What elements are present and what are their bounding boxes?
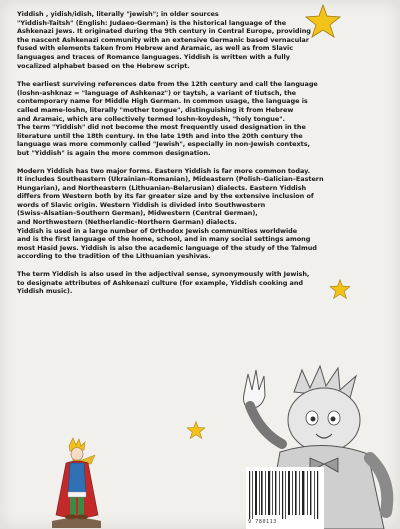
text-line: to designate attributes of Ashkenazi culture (for example, Yiddish cooking and [17,278,304,287]
text-line: differs from Western both by its far greater size and by the extensive inclusion of [17,192,314,201]
star-icon [329,279,351,299]
text-line: Modern Yiddish has two major forms. Eastern Yiddish is far more common today. [17,166,311,175]
text-line: words of Slavic origin. Western Yiddish is divided into Southwestern [17,200,266,209]
text-line: most Hasid Jews. Yiddish is also the academic language of the study of the Talmud [17,243,317,252]
little-prince-figure [49,437,104,528]
text-line: Hungarian), and Northeastern (Lithuanian–Belarusian) dialects. Eastern Yiddish [17,183,307,192]
text-line: (loshn-ashknaz = "language of Ashkenaz") or taytsh, a variant of tiutsch, the [17,88,297,97]
text-line: languages and traces of Romance languages. Yiddish is written with a fully [17,52,290,61]
text-line: called mame-loshn, literally "mother tongue", distinguishing it from Hebrew [17,105,294,114]
star-icon [186,421,206,439]
paragraph-3 [17,167,367,262]
cover-text [17,10,367,305]
text-line: The earliest surviving references date from the 12th century and call the language [17,80,318,89]
text-line: vocalized alphabet based on the Hebrew script. [17,61,190,70]
text-line: (Swiss–Alsatian–Southern German), Midwestern (Central German), [17,209,258,218]
text-line: Ashkenazi Jews. It originated during the 9th century in Central Europe, providing [17,27,311,36]
text-line: The term Yiddish is also used in the adjectival sense, synonymously with Jewish, [17,270,310,279]
text-line: and Aramaic, which are collectively termed loshn-koydesh, "holy tongue". [17,114,285,123]
text-line: literature until the 18th century. In the late 19th and into the 20th century the [17,131,303,140]
text-line: according to the tradition of the Lithuanian yeshivas. [17,252,211,261]
text-line: Yiddish is used in a large number of Orthodox Jewish communities worldwide [17,226,298,235]
barcode-number: 9 780113 [248,519,277,525]
text-line: and is the first language of the home, school, and in many social settings among [17,235,311,244]
paragraph-2 [17,80,367,157]
text-line: It includes Southeastern (Ukrainian–Romanian), Mideastern (Polish–Galician–Eastern [17,175,324,184]
text-line: contemporary name for Middle High German. In common usage, the language is [17,97,308,106]
text-line: language was more commonly called "Jewish", especially in non-Jewish contexts, [17,140,310,149]
text-line: "Yiddish-Taitsh" (English: Judaeo-German) is the historical language of the [17,18,287,27]
text-line: fused with elements taken from Hebrew and Aramaic, as well as from Slavic [17,44,294,53]
text-line: and Northwestern (Netherlandic–Northern German) dialects. [17,218,237,227]
text-line: The term "Yiddish" did not become the most frequently used designation in the [17,123,306,132]
text-line: but "Yiddish" is again the more common designation. [17,148,211,157]
text-line: the nascent Ashkenazi community with an extensive Germanic based vernacular [17,35,309,44]
text-line: Yiddish , yidish/idish, literally "jewish"; in older sources [17,10,219,18]
text-line: Yiddish music). [17,287,73,296]
paragraph-4 [17,270,367,296]
star-icon [305,4,341,38]
